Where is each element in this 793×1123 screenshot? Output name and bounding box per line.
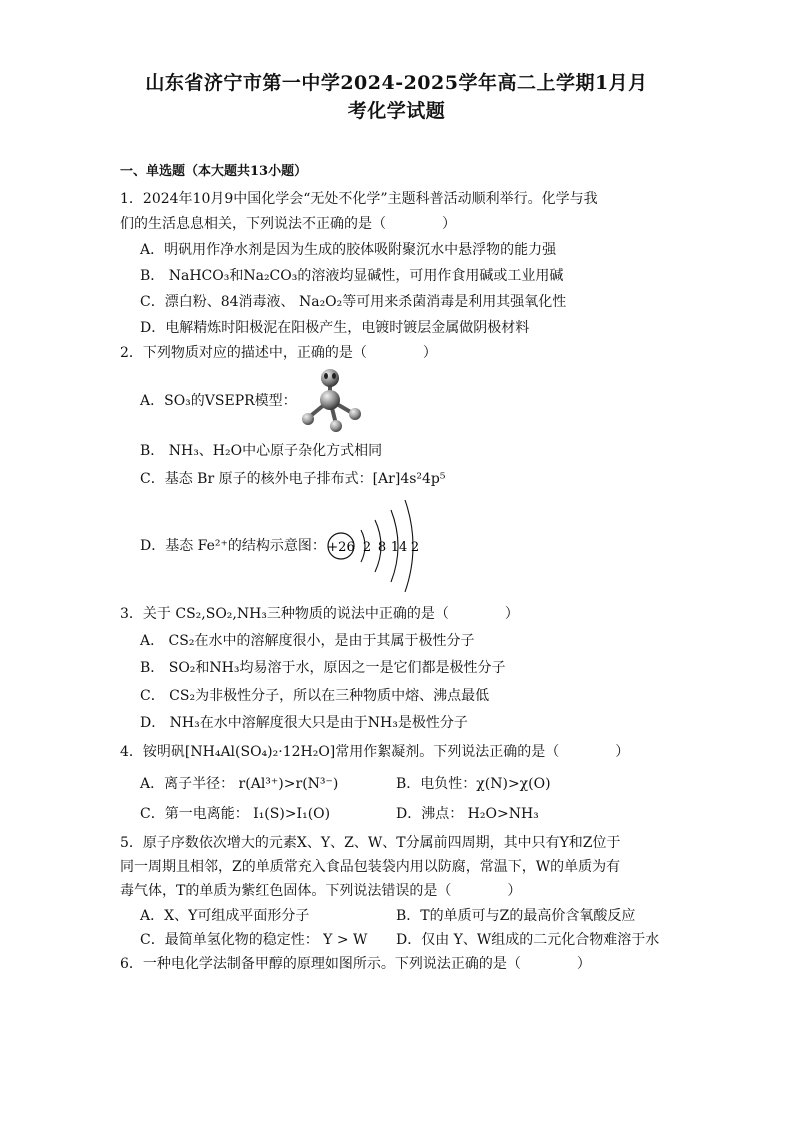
q5-option-c: C．最简单氢化物的稳定性： Y > W: [140, 932, 368, 948]
shell-2-count: 8: [377, 540, 387, 555]
q2-stem: 2．下列物质对应的描述中，正确的是（ ）: [120, 345, 437, 361]
q1-option-c: C．漂白粉、84消毒液、 Na₂O₂等可用来杀菌消毒是利用其强氧化性: [140, 294, 567, 310]
q3-option-a: A． CS₂在水中的溶解度很小，是由于其属于极性分子: [140, 633, 475, 649]
q3-option-d: D． NH₃在水中溶解度很大只是由于NH₃是极性分子: [140, 715, 468, 731]
q1-option-d: D．电解精炼时阳极泥在阳极产生，电镀时镀层金属做阴极材料: [140, 320, 530, 336]
shell-4-count: 2: [410, 540, 420, 555]
q1-option-b: B． NaHCO₃和Na₂CO₃的溶液均显碱性，可用作食用碱或工业用碱: [140, 268, 564, 284]
fe2-structure-diagram: [325, 500, 425, 595]
so3-vsepr-model-image: [288, 366, 368, 436]
q5-stem-line3: 毒气体，T的单质为紫红色固体。下列说法错误的是（ ）: [120, 883, 522, 899]
q4-option-d: D．沸点： H₂O>NH₃: [396, 806, 539, 822]
nucleus-charge: +26: [327, 540, 355, 555]
q2-option-b: B． NH₃、H₂O中心原子杂化方式相同: [140, 443, 383, 459]
q5-option-d: D．仅由 Y、W组成的二元化合物难溶于水: [396, 932, 660, 948]
q3-stem: 3．关于 CS₂,SO₂,NH₃三种物质的说法中正确的是（ ）: [120, 606, 519, 622]
shell-3-count: 14: [390, 540, 408, 555]
q5-option-b: B．T的单质可与Z的最高价含氧酸反应: [396, 908, 636, 924]
q4-stem: 4．铵明矾[NH₄Al(SO₄)₂·12H₂O]常用作絮凝剂。下列说法正确的是（ ）: [120, 744, 630, 760]
q3-option-b: B． SO₂和NH₃均易溶于水，原因之一是它们都是极性分子: [140, 660, 506, 676]
exam-title-line2: 考化学试题: [347, 100, 446, 122]
q1-option-a: A．明矾用作净水剂是因为生成的胶体吸附聚沉水中悬浮物的能力强: [140, 242, 557, 258]
q1-stem-line1: 1．2024年10月9中国化学会“无处不化学”主题科普活动顺利举行。化学与我: [120, 191, 598, 207]
q2-option-a: A．SO₃的VSEPR模型：: [140, 393, 297, 409]
shell-1-count: 2: [362, 540, 372, 555]
q3-option-c: C． CS₂为非极性分子，所以在三种物质中熔、沸点最低: [140, 688, 490, 704]
q5-stem-line1: 5．原子序数依次增大的元素X、Y、Z、W、T分属前四周期，其中只有Y和Z位于: [120, 835, 621, 851]
q1-stem-line2: 们的生活息息相关，下列说法不正确的是（ ）: [120, 216, 456, 232]
q2-option-c: C．基态 Br 原子的核外电子排布式：[Ar]4s²4p⁵: [140, 471, 446, 487]
q4-option-b: B．电负性：χ(N)>χ(O): [396, 776, 551, 792]
q2-option-d: D．基态 Fe²⁺的结构示意图：: [140, 538, 326, 554]
q5-option-a: A．X、Y可组成平面形分子: [140, 908, 310, 924]
q6-stem: 6．一种电化学法制备甲醇的原理如图所示。下列说法正确的是（ ）: [120, 956, 591, 972]
q4-option-c: C．第一电离能： I₁(S)>I₁(O): [140, 806, 331, 822]
q5-stem-line2: 同一周期且相邻，Z的单质常充入食品包装袋内用以防腐，常温下，W的单质为有: [120, 859, 621, 875]
q4-option-a: A．离子半径： r(Al³⁺)>r(N³⁻): [140, 776, 339, 792]
exam-title-line1: 山东省济宁市第一中学2024-2025学年高二上学期1月月: [145, 72, 648, 94]
section-heading: 一、单选题（本大题共13小题）: [120, 164, 308, 179]
